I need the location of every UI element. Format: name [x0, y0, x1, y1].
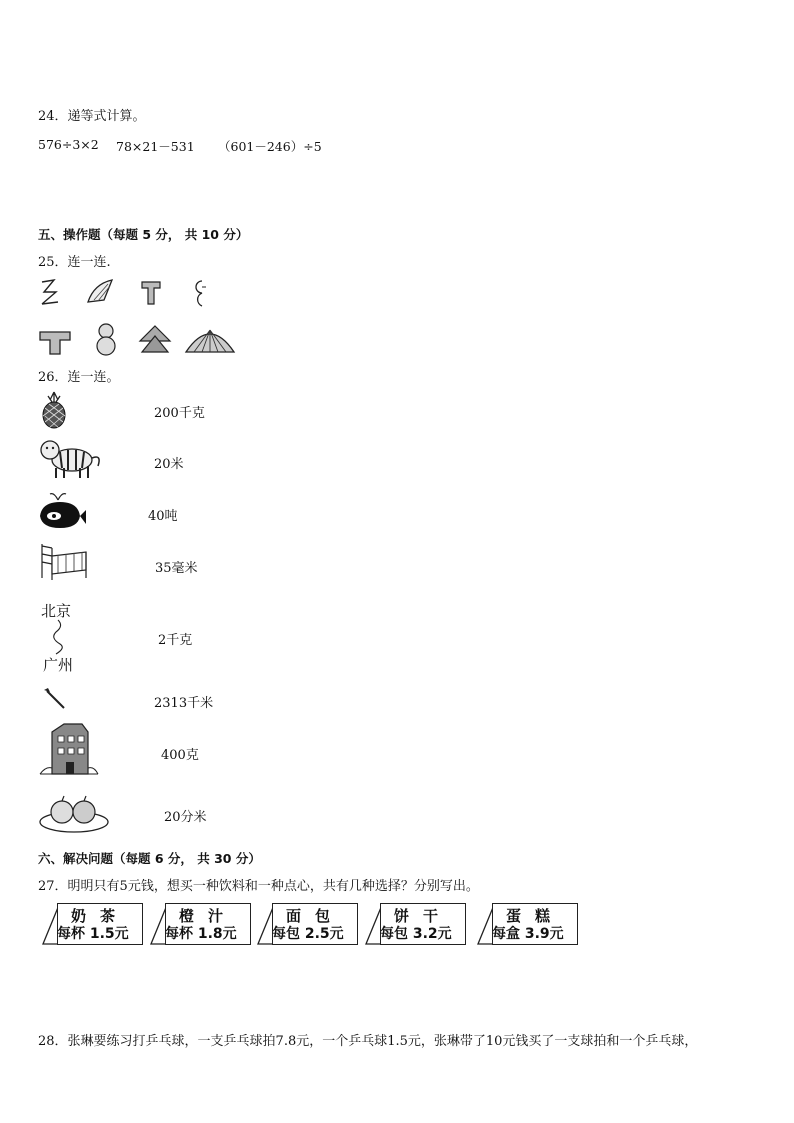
- apples-plate-icon: [38, 792, 110, 834]
- price-tag-cake: [492, 903, 578, 945]
- q25-title: 25．连一连.: [38, 255, 111, 270]
- shape-house-icon: [38, 324, 72, 356]
- answer-8: 20分米: [164, 810, 207, 825]
- price-tag-name: 蛋糕: [505, 907, 564, 925]
- shape-tree-icon: [138, 324, 172, 356]
- nail-icon: [40, 686, 70, 712]
- price-tag-price: 每包 3.2元: [380, 926, 452, 942]
- shape-snowman-icon: [94, 322, 118, 356]
- answer-4: 35毫米: [155, 561, 198, 576]
- q24-expr-1: 576÷3×2: [38, 137, 99, 152]
- price-tag-price: 每包 2.5元: [272, 926, 344, 942]
- pineapple-icon: [38, 390, 70, 430]
- map-city-beijing: 北京: [41, 602, 72, 620]
- price-tag-price: 每盒 3.9元: [492, 926, 564, 942]
- map-city-guangzhou: 广州: [43, 656, 74, 674]
- price-tag-price: 每杯 1.8元: [165, 926, 237, 942]
- bed-icon: [38, 540, 90, 582]
- q26-title: 26．连一连。: [38, 370, 120, 385]
- answer-7: 400克: [161, 748, 199, 763]
- fragment-snowman-half-icon: [192, 278, 210, 308]
- whale-icon: [36, 490, 88, 532]
- price-tag-bread: [272, 903, 358, 945]
- fragment-house-half-icon: [140, 278, 162, 306]
- answer-5: 2千克: [158, 633, 193, 648]
- price-tag-name: 面包: [285, 907, 344, 925]
- q24-expr-3: （601－246）÷5: [218, 139, 322, 154]
- price-tag-name: 橙汁: [178, 907, 237, 925]
- price-tag-orange-juice: [165, 903, 251, 945]
- price-tag-name: 奶茶: [70, 907, 129, 925]
- price-tag-name: 饼干: [393, 907, 452, 925]
- answer-3: 40吨: [148, 509, 178, 524]
- answer-2: 20米: [154, 457, 184, 472]
- q24-title: 24．递等式计算。: [38, 109, 146, 124]
- section-5-title: 五、操作题（每题 5 分， 共 10 分）: [38, 227, 249, 242]
- answer-1: 200千克: [154, 406, 205, 421]
- price-tag-milk-tea: [57, 903, 143, 945]
- fragment-umbrella-slice-icon: [86, 278, 114, 304]
- shape-umbrella-icon: [184, 326, 236, 356]
- fragment-zigzag-icon: [38, 278, 60, 306]
- section-6-title: 六、解决问题（每题 6 分， 共 30 分）: [38, 851, 261, 866]
- q27-title: 27．明明只有5元钱，想买一种饮料和一种点心，共有几种选择？分别写出。: [38, 879, 479, 894]
- price-tag-price: 每杯 1.5元: [57, 926, 129, 942]
- answer-6: 2313千米: [154, 696, 214, 711]
- map-route-icon: [46, 618, 76, 656]
- q24-expr-2: 78×21－531: [116, 139, 195, 154]
- price-tag-biscuit: [380, 903, 466, 945]
- tiger-icon: [36, 436, 104, 480]
- building-icon: [38, 722, 100, 778]
- q28-title: 28．张琳要练习打乒乓球，一支乒乓球拍7.8元，一个乒乓球1.5元，张琳带了10元钱买了一支球拍和一个乒乓球，: [38, 1034, 698, 1049]
